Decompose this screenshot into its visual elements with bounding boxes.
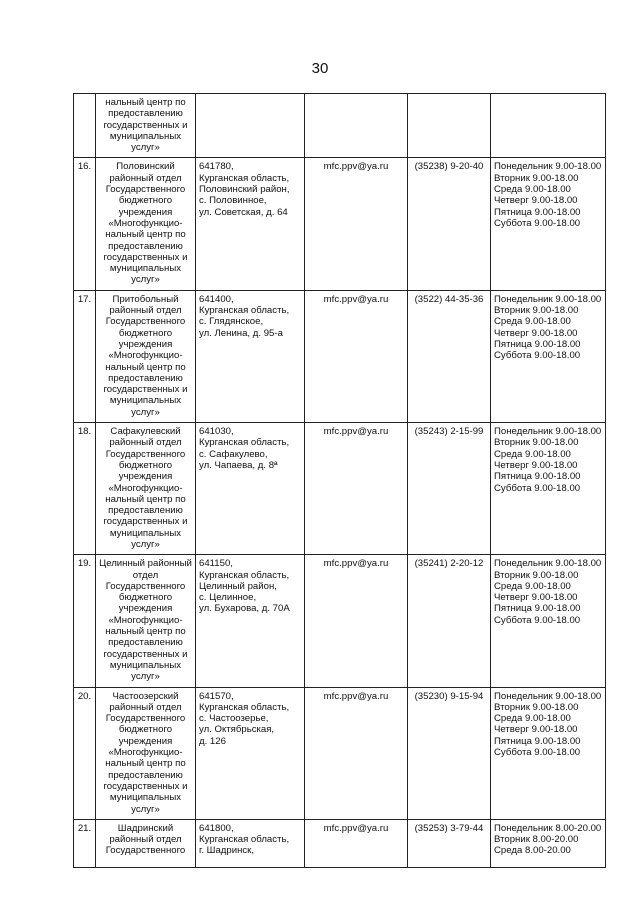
office-name-cell: Частоозерский районный отдел Государственного бюджетного учреждения «Многофункцио- нальный центр по предоставлению государственных и муниципальных услуг» [96,687,196,819]
address-cell [196,94,305,158]
address-cell: 641780, Курганская область, Половинский район, с. Половинное, ул. Советская, д. 64 [196,158,305,290]
table-row [74,555,606,687]
address-cell: 641570, Курганская область, с. Частоозерье, ул. Октябрьская, д. 126 [196,687,305,819]
row-number: 18. [74,423,96,555]
row-number: 17. [74,290,96,422]
phone-cell: (35243) 2-15-99 [408,423,491,555]
row-number: 19. [74,555,96,687]
phone-cell [408,94,491,158]
email-cell: mfc.ppv@ya.ru [305,819,408,867]
phone-cell: (35253) 3-79-44 [408,819,491,867]
mfc-offices-table [73,93,606,868]
row-number: 20. [74,687,96,819]
table-row [74,819,606,867]
row-number-cell [74,94,96,158]
row-number: 16. [74,158,96,290]
row-number: 21. [74,819,96,867]
phone-cell: (35238) 9-20-40 [408,158,491,290]
email-cell: mfc.ppv@ya.ru [305,290,408,422]
page-number: 30 [311,60,329,77]
office-name-cell: Шадринский районный отдел Государственного [96,819,196,867]
email-cell: mfc.ppv@ya.ru [305,423,408,555]
address-cell: 641800, Курганская область, г. Шадринск, [196,819,305,867]
table-row [74,158,606,290]
table-row [74,290,606,422]
email-cell [305,94,408,158]
office-name-cell: Сафакулевский районный отдел Государственного бюджетного учреждения «Многофункцио- нальный центр по предоставлению государственных и муниципальных услуг» [96,423,196,555]
table-row [74,423,606,555]
office-name-cell: Целинный районный отдел Государственного бюджетного учреждения «Многофункцио- нальный центр по предоставлению государственных и муниципальных услуг» [96,555,196,687]
hours-cell: Понедельник 9.00-18.00 Вторник 9.00-18.00 Среда 9.00-18.00 Четверг 9.00-18.00 Пятница 9.00-18.00 Суббота 9.00-18.00 [491,687,606,819]
hours-cell: Понедельник 8.00-20.00 Вторник 8.00-20.00 Среда 8.00-20.00 [491,819,606,867]
hours-cell: Понедельник 9.00-18.00 Вторник 9.00-18.00 Среда 9.00-18.00 Четверг 9.00-18.00 Пятница 9.00-18.00 Суббота 9.00-18.00 [491,423,606,555]
office-name-cell: нальный центр по предоставлению государственных и муниципальных услуг» [96,94,196,158]
email-cell: mfc.ppv@ya.ru [305,687,408,819]
phone-cell: (35241) 2-20-12 [408,555,491,687]
hours-cell: Понедельник 9.00-18.00 Вторник 9.00-18.00 Среда 9.00-18.00 Четверг 9.00-18.00 Пятница 9.00-18.00 Суббота 9.00-18.00 [491,555,606,687]
hours-cell: Понедельник 9.00-18.00 Вторник 9.00-18.00 Среда 9.00-18.00 Четверг 9.00-18.00 Пятница 9.00-18.00 Суббота 9.00-18.00 [491,290,606,422]
address-cell: 641030, Курганская область, с. Сафакулево, ул. Чапаева, д. 8ª [196,423,305,555]
email-cell: mfc.ppv@ya.ru [305,555,408,687]
phone-cell: (3522) 44-35-36 [408,290,491,422]
email-cell: mfc.ppv@ya.ru [305,158,408,290]
address-cell: 641150, Курганская область, Целинный район, с. Целинное, ул. Бухарова, д. 70А [196,555,305,687]
hours-cell [491,94,606,158]
office-name-cell: Притобольный районный отдел Государственного бюджетного учреждения «Многофункцио- нальный центр по предоставлению государственных и муниципальных услуг» [96,290,196,422]
table-row-continuation [74,94,606,158]
phone-cell: (35230) 9-15-94 [408,687,491,819]
address-cell: 641400, Курганская область, с. Глядянское, ул. Ленина, д. 95-а [196,290,305,422]
hours-cell: Понедельник 9.00-18.00 Вторник 9.00-18.00 Среда 9.00-18.00 Четверг 9.00-18.00 Пятница 9.00-18.00 Суббота 9.00-18.00 [491,158,606,290]
office-name-cell: Половинский районный отдел Государственного бюджетного учреждения «Многофункцио- нальный центр по предоставлению государственных и муниципальных услуг» [96,158,196,290]
table-row [74,687,606,819]
